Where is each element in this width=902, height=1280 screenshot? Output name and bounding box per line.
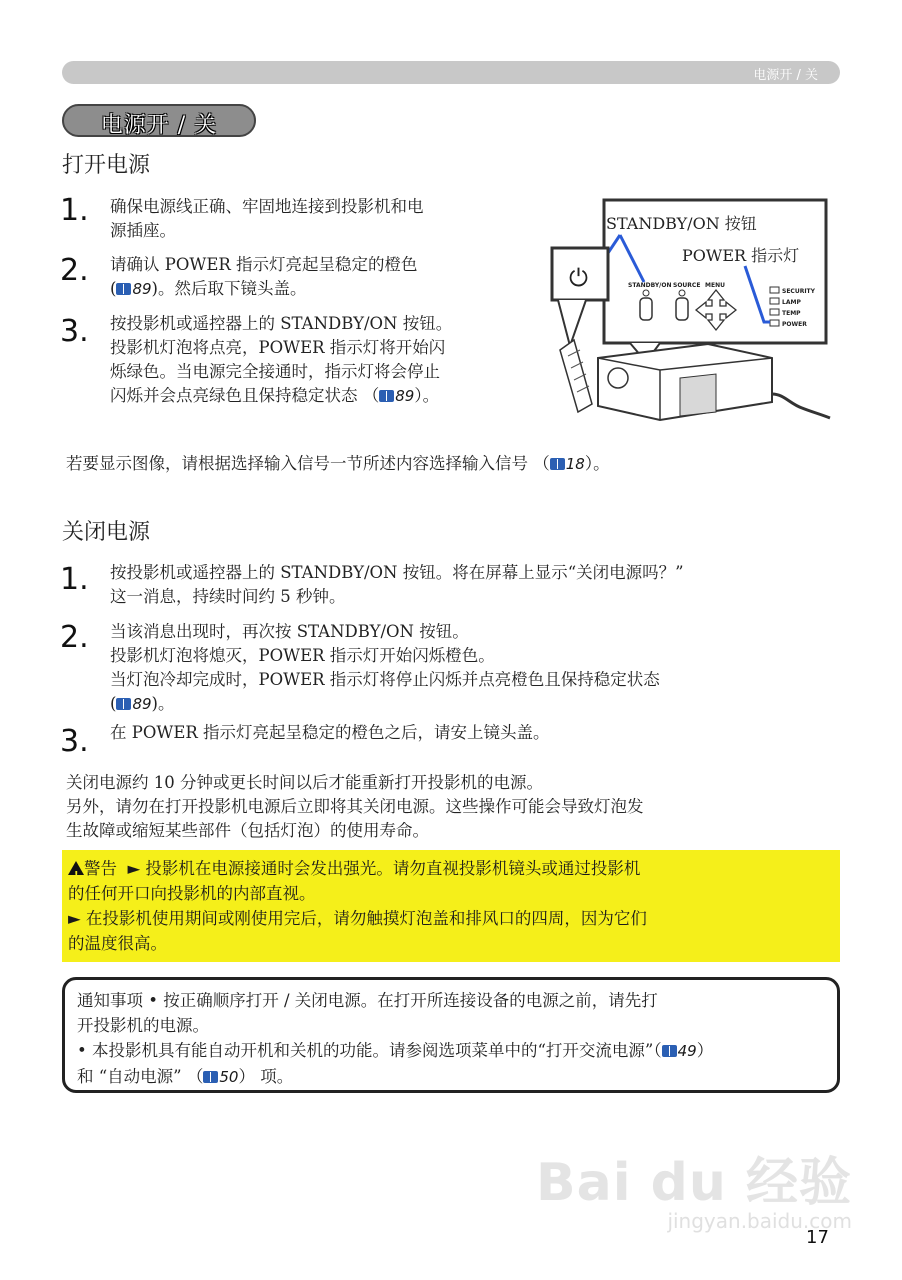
step-number: 1.	[60, 562, 89, 597]
standby-button	[640, 298, 652, 320]
power-off-step-1	[110, 561, 684, 609]
indicator-temp	[770, 309, 779, 315]
step-line: 按投影机或遥控器上的 STANDBY/ON 按钮。	[110, 314, 453, 333]
step-line: 按投影机或遥控器上的 STANDBY/ON 按钮。将在屏幕上显示“关闭电源吗？”	[110, 563, 684, 582]
power-on-step-3	[110, 312, 452, 408]
indicator-label: SECURITY	[782, 288, 815, 295]
notice-line: 通知事项 • 按正确顺序打开 / 关闭电源。在打开所连接设备的电源之前，请先打	[77, 991, 658, 1010]
warning-line: 的任何开口向投影机的内部直视。	[68, 884, 316, 903]
warning-triangle-icon	[68, 861, 84, 875]
remote-callout-pointer	[558, 300, 586, 346]
power-off-step-2	[110, 620, 660, 716]
projector-illustration	[540, 198, 832, 422]
power-symbol-icon: ⏻	[569, 264, 588, 292]
notice-box	[62, 977, 840, 1093]
page-number: 17	[806, 1227, 829, 1248]
notice-line: 开投影机的电源。	[77, 1016, 209, 1035]
power-off-heading: 关闭电源	[62, 520, 151, 545]
paragraph-line: 关闭电源约 10 分钟或更长时间以后才能重新打开投影机的电源。	[66, 773, 543, 792]
power-on-step-1	[110, 195, 424, 243]
power-cable-icon	[772, 394, 830, 418]
power-on-step-2	[110, 253, 418, 301]
indicator-power	[770, 320, 779, 326]
paragraph-line: 另外，请勿在打开投影机电源后立即将其关闭电源。这些操作可能会导致灯泡发	[66, 797, 644, 816]
page-reference[interactable]: 49	[662, 1042, 697, 1060]
indicator-security	[770, 287, 779, 293]
step-line: 当该消息出现时，再次按 STANDBY/ON 按钮。	[110, 622, 469, 641]
notice-line: 和 “自动电源” （ 50） 项。	[77, 1067, 294, 1086]
step-number: 1.	[60, 193, 89, 228]
step-number: 2.	[60, 253, 89, 288]
step-line: 投影机灯泡将熄灭，POWER 指示灯开始闪烁橙色。	[110, 646, 495, 665]
paragraph-line: 生故障或缩短某些部件（包括灯泡）的使用寿命。	[66, 821, 429, 840]
step-line: 确保电源线正确、牢固地连接到投影机和电	[110, 197, 424, 216]
callout-power-label: POWER 指示灯	[682, 246, 800, 265]
book-icon	[662, 1045, 677, 1057]
step-line: ( 89)。	[110, 694, 175, 713]
projector-lens-icon	[608, 368, 628, 388]
indicator-lamp	[770, 298, 779, 304]
projector-vent-icon	[680, 374, 716, 416]
step-line: 当灯泡冷却完成时，POWER 指示灯将停止闪烁并点亮橙色且保持稳定状态	[110, 670, 660, 689]
indicator-label: POWER	[782, 321, 807, 328]
page-reference[interactable]: 18	[550, 455, 585, 473]
baidu-watermark	[536, 1140, 852, 1233]
step-number: 2.	[60, 620, 89, 655]
panel-label-standby: STANDBY/ON	[628, 282, 672, 289]
step-line: 请确认 POWER 指示灯亮起呈稳定的橙色	[110, 255, 418, 274]
warning-label: 警告	[84, 859, 117, 878]
step-line: 投影机灯泡将点亮，POWER 指示灯将开始闪	[110, 338, 446, 357]
header-section-tab: 电源开 / 关	[753, 68, 818, 83]
step-line: ( 89)。然后取下镜头盖。	[110, 279, 307, 298]
warning-line: !警告 ► 投影机在电源接通时会发出强光。请勿直视投影机镜头或通过投影机	[68, 856, 834, 881]
panel-label-menu: MENU	[705, 282, 725, 289]
page-reference[interactable]: 50	[203, 1068, 238, 1086]
book-icon	[550, 458, 565, 470]
remote-control-icon	[560, 340, 592, 412]
warning-line: ► 在投影机使用期间或刚使用完后，请勿触摸灯泡盖和排风口的四周，因为它们	[68, 909, 647, 928]
indicator-label: LAMP	[782, 299, 801, 306]
book-icon	[116, 283, 131, 295]
watermark-url: jingyan.baidu.com	[667, 1209, 852, 1233]
section-title: 电源开 / 关	[100, 113, 218, 138]
step-line: 闪烁并会点亮绿色且保持稳定状态 （ 89）。	[110, 386, 440, 405]
step-line: 在 POWER 指示灯亮起呈稳定的橙色之后，请安上镜头盖。	[110, 723, 550, 742]
book-icon	[203, 1071, 218, 1083]
page-reference[interactable]: 89	[379, 387, 414, 405]
panel-label-source: SOURCE	[673, 282, 701, 289]
step-line: 这一消息，持续时间约 5 秒钟。	[110, 587, 346, 606]
step-line: 源插座。	[110, 221, 176, 240]
warning-line: 的温度很高。	[68, 934, 167, 953]
page-reference[interactable]: 89	[116, 695, 151, 713]
power-off-paragraph	[66, 771, 644, 843]
power-on-note: 若要显示图像，请根据选择输入信号一节所述内容选择输入信号 （ 18）。	[66, 454, 610, 473]
section-title-pill	[62, 104, 256, 137]
step-line: 烁绿色。当电源完全接通时，指示灯将会停止	[110, 362, 440, 381]
header-bar	[62, 61, 840, 84]
notice-line: • 本投影机具有能自动开机和关机的功能。请参阅选项菜单中的“打开交流电源”（ 49）	[77, 1041, 714, 1060]
power-off-step-3	[110, 721, 550, 745]
book-icon	[116, 698, 131, 710]
page-reference[interactable]: 89	[116, 280, 151, 298]
source-button	[676, 298, 688, 320]
callout-standby-label: STANDBY/ON 按钮	[606, 214, 757, 233]
step-number: 3.	[60, 314, 89, 349]
watermark-logo: Bai du 经验	[536, 1153, 852, 1213]
power-on-heading: 打开电源	[62, 153, 151, 178]
warning-box	[62, 850, 840, 962]
book-icon	[379, 390, 394, 402]
step-number: 3.	[60, 724, 89, 759]
indicator-label: TEMP	[782, 310, 801, 317]
